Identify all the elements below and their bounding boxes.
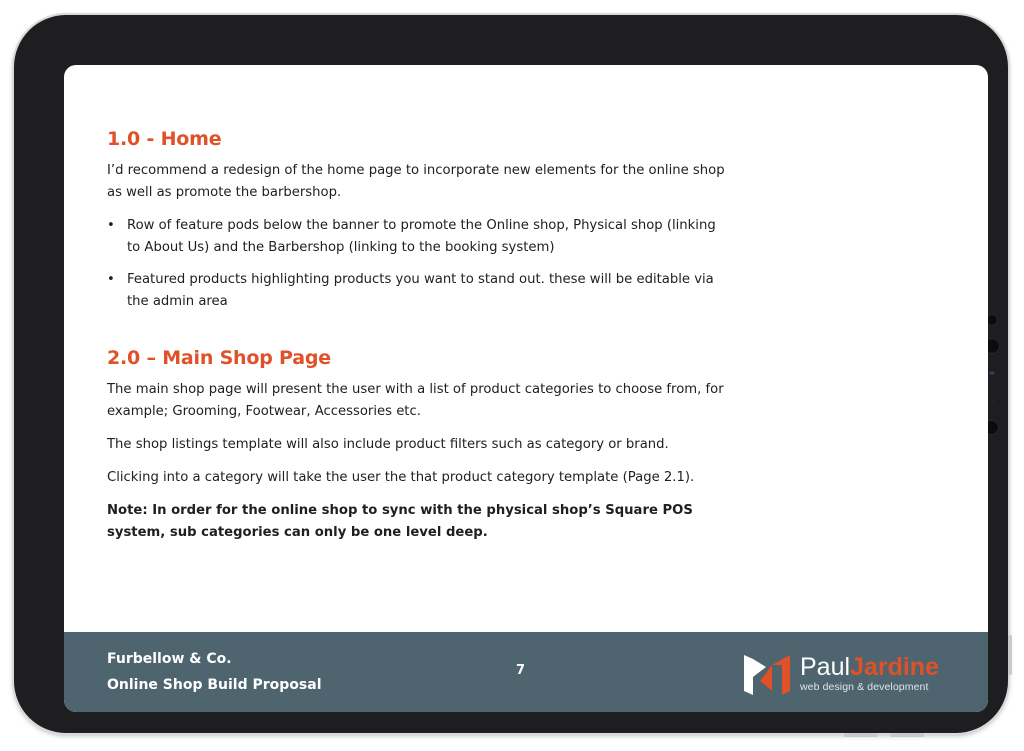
section-heading-home: 1.0 - Home: [107, 128, 222, 150]
brand-first-name: Paul: [800, 653, 851, 681]
page-footer: [64, 632, 988, 712]
brand-tagline: web design & development: [800, 681, 929, 693]
page-number: 7: [516, 663, 526, 678]
section-intro: I’d recommend a redesign of the home page to incorporate new elements for the online shop as well as promote the barbershop.: [107, 163, 725, 200]
page-content: [107, 128, 727, 555]
sensor-indicator: [989, 371, 995, 375]
paragraph: The main shop page will present the user with a list of product categories to choose from, for example; Grooming, Footwear, Accessories etc.: [107, 382, 724, 419]
company-name: Furbellow & Co.: [107, 651, 232, 667]
brand-logo: [742, 650, 939, 698]
sensor-pinhole: [991, 400, 994, 403]
bullet-list: [107, 215, 727, 313]
note-paragraph: Note: In order for the online shop to sync with the physical shop’s Square POS system, sub categories can only be one level deep.: [107, 503, 693, 540]
brand-wordmark: [800, 655, 939, 680]
list-item: • Row of feature pods below the banner to promote the Online shop, Physical shop (linking to About Us) and the Barbershop (linking to the booking system): [107, 215, 727, 259]
list-item: • Featured products highlighting products you want to stand out. these will be editable via the admin area: [107, 269, 727, 313]
pj-monogram-icon: [742, 651, 792, 697]
section-heading-main-shop: 2.0 – Main Shop Page: [107, 347, 331, 369]
footer-info: [107, 646, 322, 698]
bottom-button-left: [844, 733, 878, 737]
bottom-button-right: [890, 733, 924, 737]
side-button-right: [1008, 635, 1012, 675]
paragraph: The shop listings template will also include product filters such as category or brand.: [107, 437, 669, 452]
document-title: Online Shop Build Proposal: [107, 677, 322, 693]
tablet-frame: [14, 15, 1008, 733]
document-page: [64, 65, 988, 712]
brand-last-name: Jardine: [850, 653, 939, 681]
paragraph: Clicking into a category will take the user the that product category template (Page 2.1).: [107, 470, 695, 485]
